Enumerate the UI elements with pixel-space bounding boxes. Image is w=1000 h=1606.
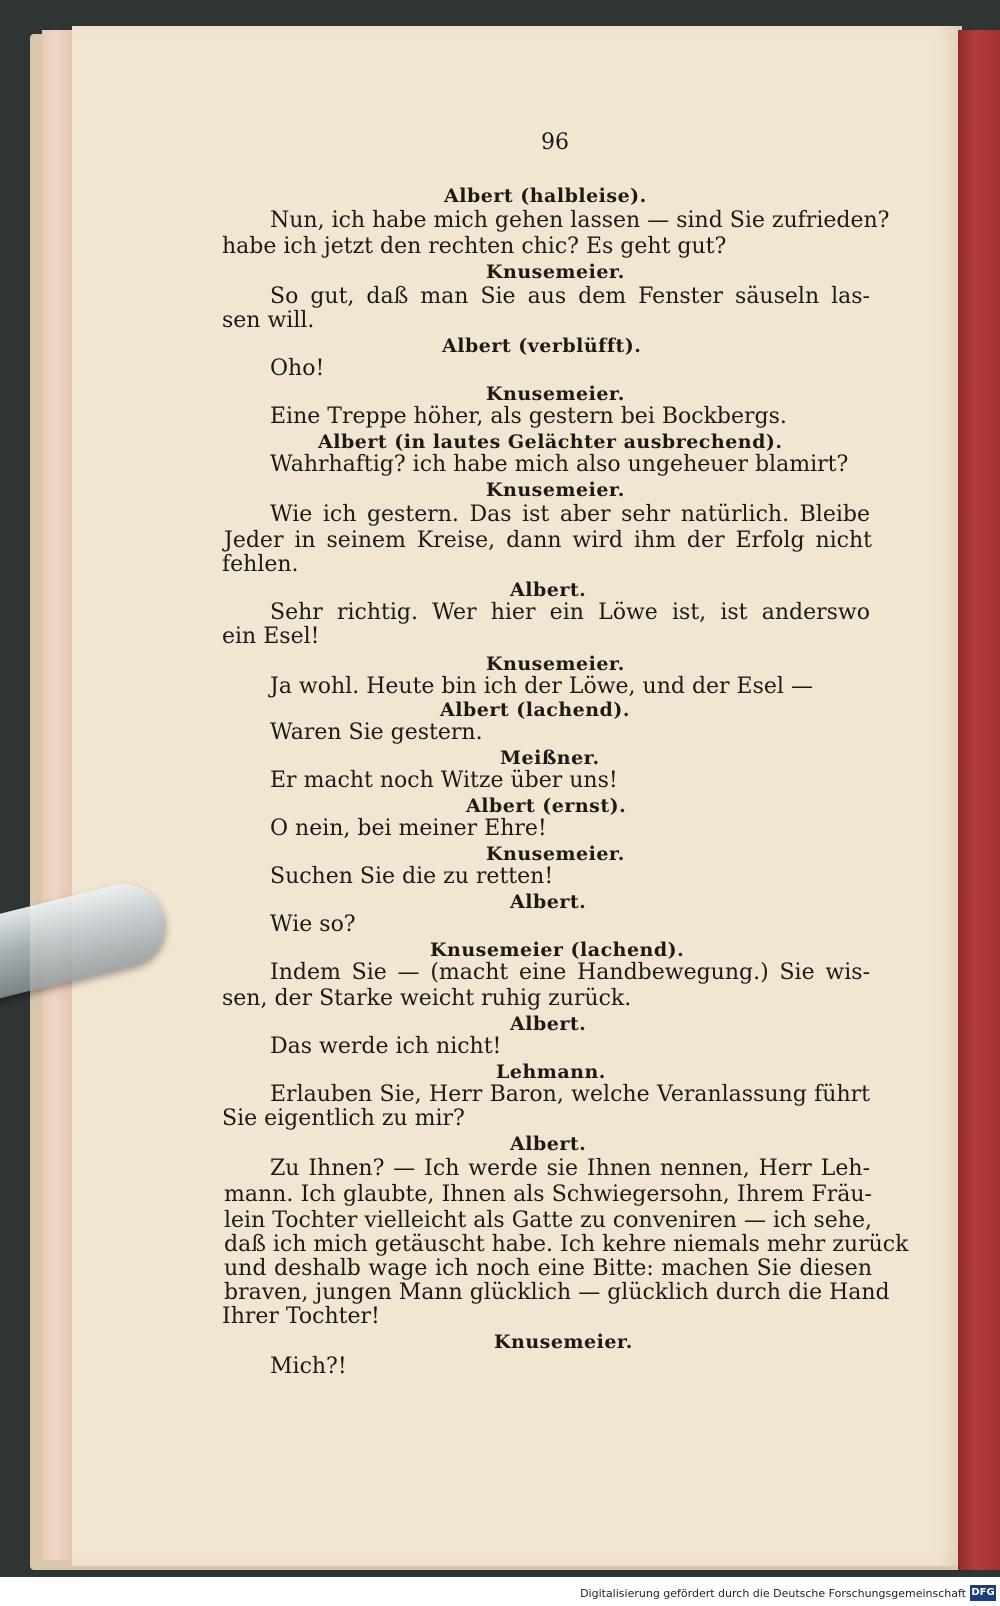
speaker-heading: Knusemeier. xyxy=(494,1331,633,1353)
text-line: fehlen. xyxy=(222,552,299,577)
text-line: lein Tochter vielleicht als Gatte zu conveniren — ich sehe, xyxy=(224,1208,872,1233)
speaker-heading: Albert. xyxy=(510,891,587,913)
text-line: Wie so? xyxy=(270,912,356,937)
text-line: Zu Ihnen? — Ich werde sie Ihnen nennen, Herr Leh- xyxy=(270,1156,870,1181)
speaker-heading: Albert. xyxy=(510,1133,587,1155)
digitization-credit: Digitalisierung gefördert durch die Deutsche Forschungsgemeinschaft xyxy=(580,1587,966,1600)
speaker-heading: Knusemeier. xyxy=(486,261,625,283)
text-line: Wahrhaftig? ich habe mich also ungeheuer blamirt? xyxy=(270,452,849,477)
speaker-heading: Knusemeier. xyxy=(486,383,625,405)
text-line: Nun, ich habe mich gehen lassen — sind Sie zufrieden? xyxy=(270,208,890,233)
text-line: Wie ich gestern. Das ist aber sehr natürlich. Bleibe xyxy=(270,502,870,527)
text-line: sen will. xyxy=(222,308,315,333)
speaker-heading: Albert (halbleise). xyxy=(444,185,647,207)
text-line: Indem Sie — (macht eine Handbewegung.) Sie wis- xyxy=(270,960,870,985)
speaker-heading: Albert (verblüfft). xyxy=(442,335,642,357)
text-line: Suchen Sie die zu retten! xyxy=(270,864,554,889)
page-stack-edge xyxy=(42,30,72,1560)
speaker-heading: Lehmann. xyxy=(496,1061,606,1083)
speaker-heading: Knusemeier. xyxy=(486,653,625,675)
text-line: So gut, daß man Sie aus dem Fenster säuseln las- xyxy=(270,284,870,309)
dfg-logo: DFG xyxy=(970,1585,996,1601)
text-line: Waren Sie gestern. xyxy=(270,720,483,745)
text-line: Mich?! xyxy=(270,1354,347,1379)
book-binding xyxy=(958,30,1000,1570)
text-line: mann. Ich glaubte, Ihnen als Schwiegersohn, Ihrem Fräu- xyxy=(224,1182,872,1207)
text-line: Oho! xyxy=(270,356,325,381)
text-line: Er macht noch Witze über uns! xyxy=(270,768,618,793)
speaker-heading: Knusemeier (lachend). xyxy=(430,939,685,961)
speaker-heading: Albert (in lautes Gelächter ausbrechend). xyxy=(318,431,783,453)
speaker-heading: Albert. xyxy=(510,1013,587,1035)
text-line: Sie eigentlich zu mir? xyxy=(222,1106,465,1131)
text-line: Das werde ich nicht! xyxy=(270,1034,502,1059)
speaker-heading: Knusemeier. xyxy=(486,479,625,501)
speaker-heading: Albert (lachend). xyxy=(440,699,630,721)
text-line: und deshalb wage ich noch eine Bitte: machen Sie diesen xyxy=(224,1256,872,1281)
speaker-heading: Albert. xyxy=(510,579,587,601)
text-line: braven, jungen Mann glücklich — glücklich durch die Hand xyxy=(224,1280,890,1305)
text-line: Erlauben Sie, Herr Baron, welche Veranlassung führt xyxy=(270,1082,870,1107)
page-number: 96 xyxy=(541,130,569,155)
text-line: Ihrer Tochter! xyxy=(222,1304,380,1329)
speaker-heading: Albert (ernst). xyxy=(466,795,627,817)
text-line: O nein, bei meiner Ehre! xyxy=(270,816,547,841)
text-line: Jeder in seinem Kreise, dann wird ihm der Erfolg nicht xyxy=(224,528,872,553)
text-line: Ja wohl. Heute bin ich der Löwe, und der Esel — xyxy=(270,674,813,699)
text-line: Sehr richtig. Wer hier ein Löwe ist, ist anderswo xyxy=(270,600,870,625)
speaker-heading: Knusemeier. xyxy=(486,843,625,865)
text-line: habe ich jetzt den rechten chic? Es geht gut? xyxy=(222,234,727,259)
text-line: ein Esel! xyxy=(222,624,320,649)
text-line: daß ich mich getäuscht habe. Ich kehre niemals mehr zurück xyxy=(224,1232,909,1257)
text-line: sen, der Starke weicht ruhig zurück. xyxy=(222,986,632,1011)
speaker-heading: Meißner. xyxy=(500,747,600,769)
text-line: Eine Treppe höher, als gestern bei Bockbergs. xyxy=(270,404,787,429)
